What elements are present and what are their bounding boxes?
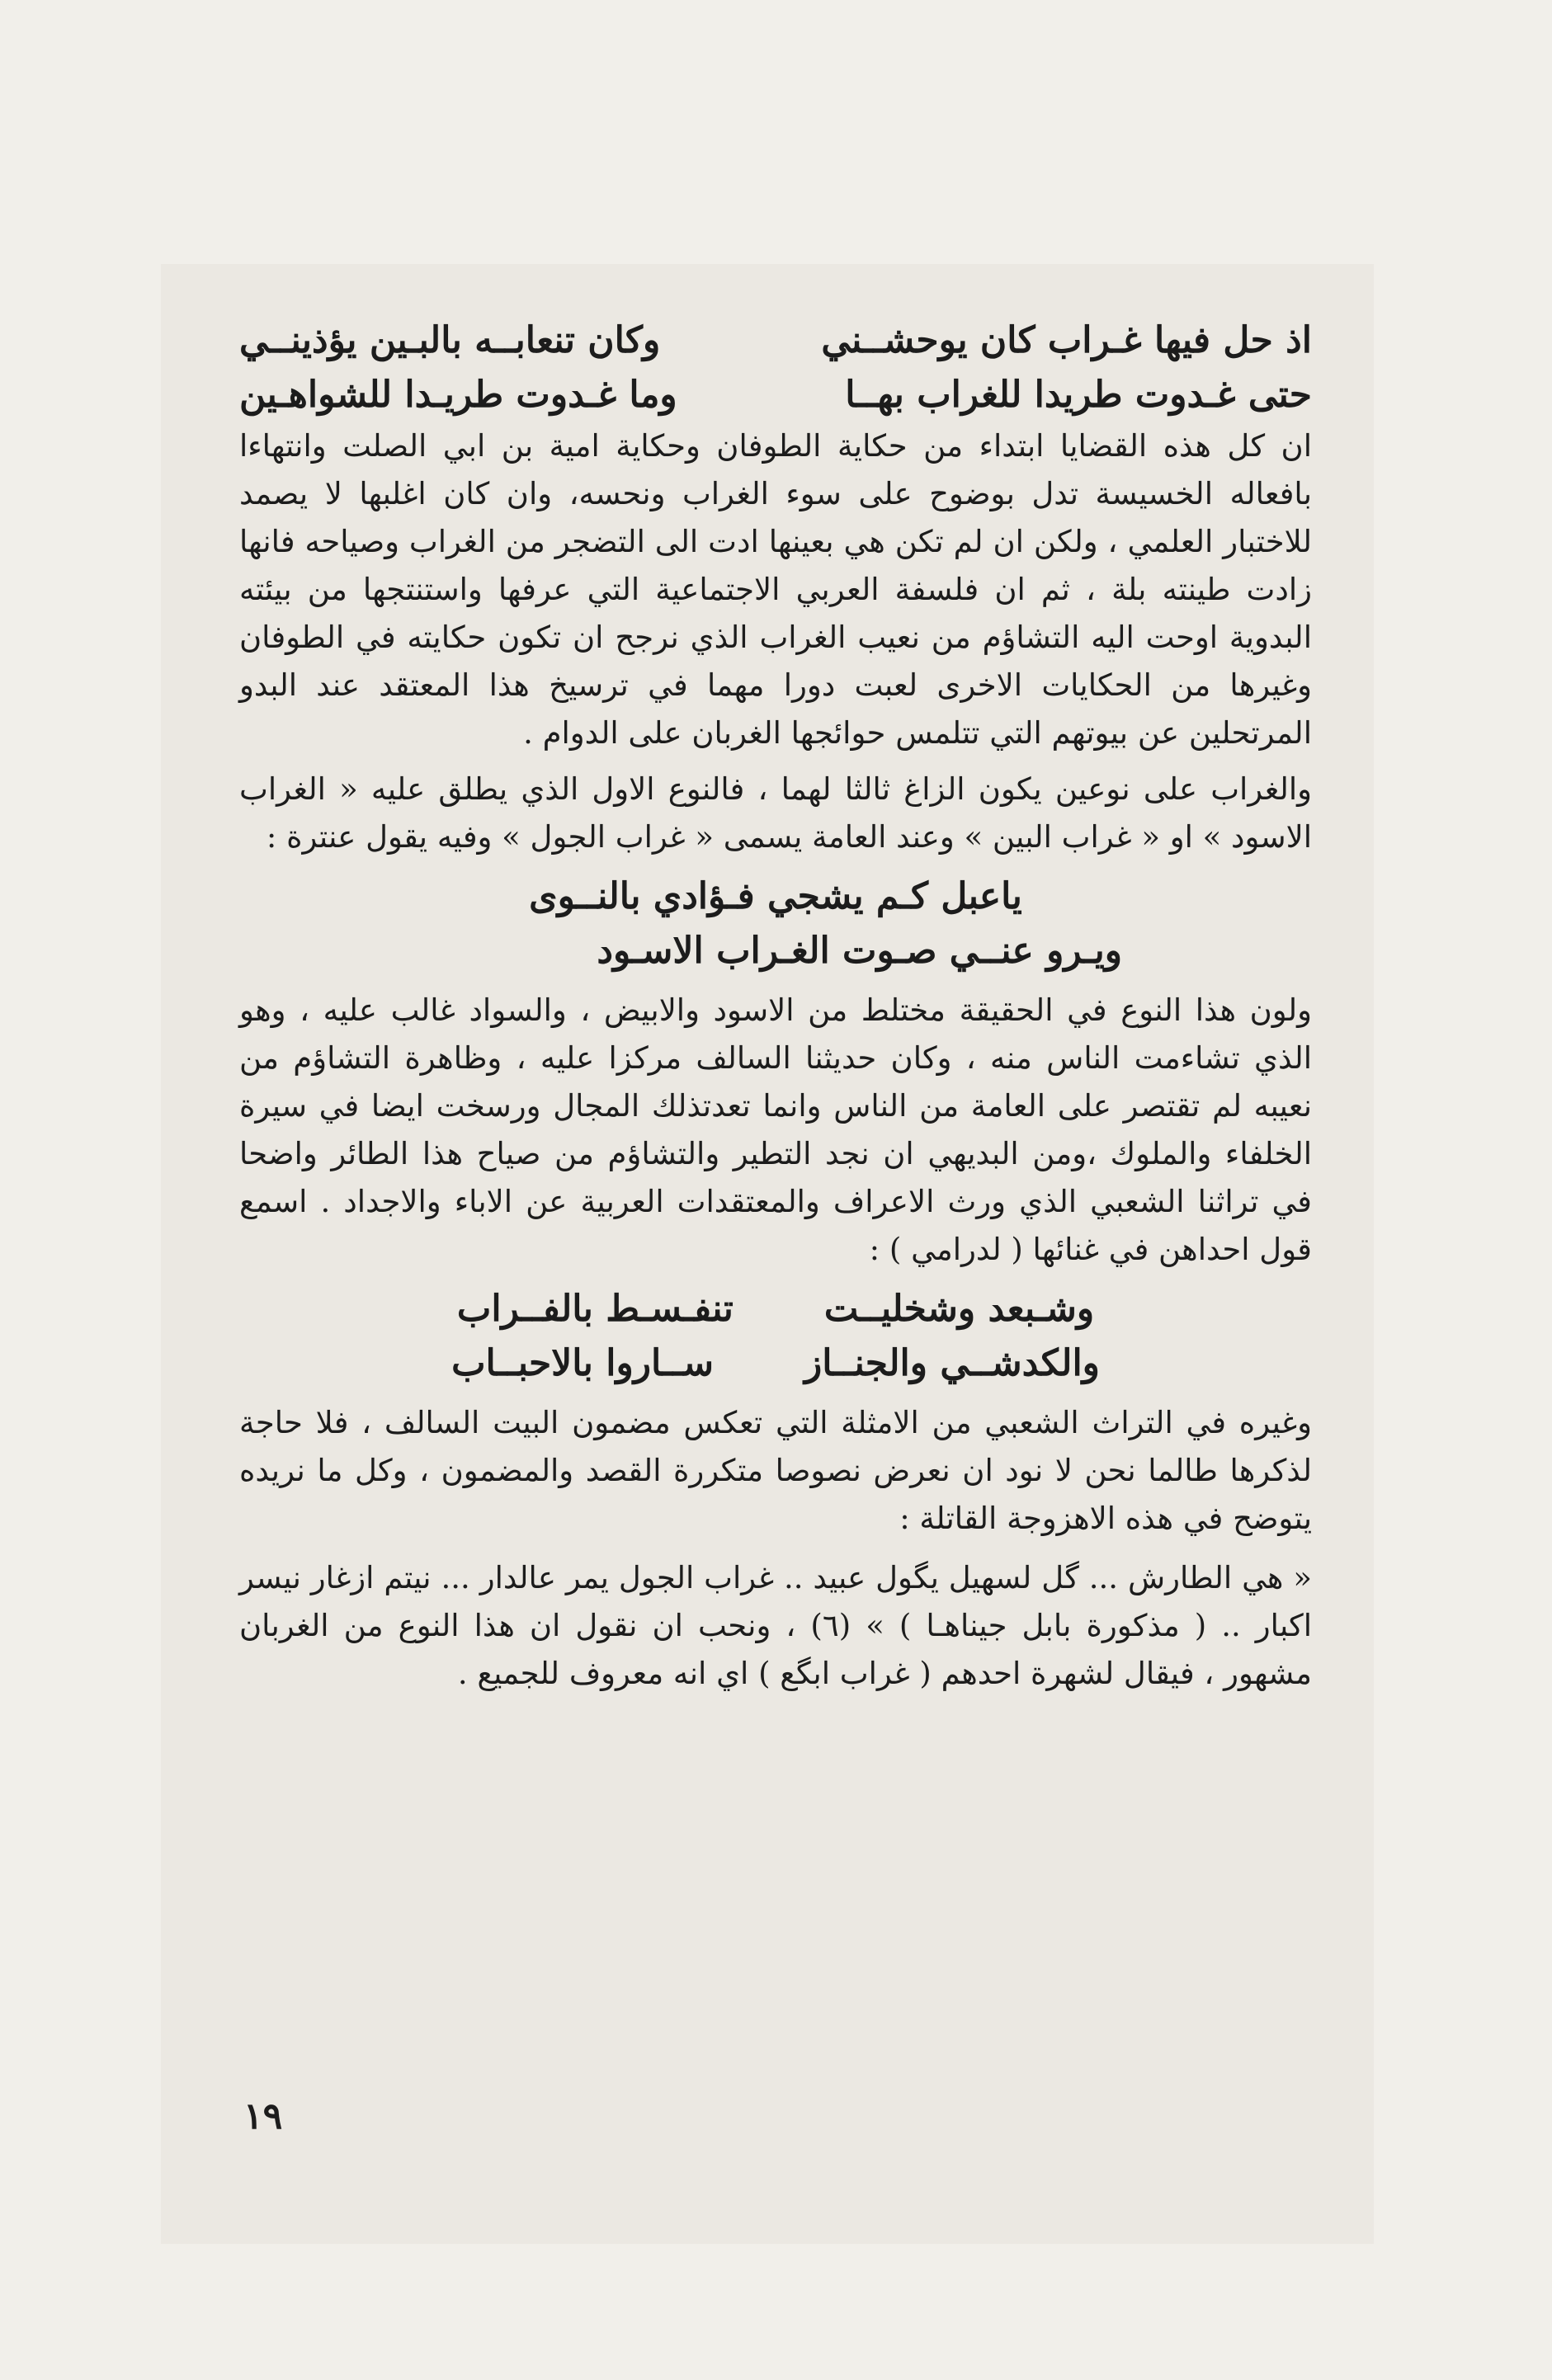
verse-second-hemistich: ســاروا بالاحبــاب bbox=[451, 1342, 715, 1384]
paragraph: وغيره في التراث الشعبي من الامثلة التي تعكس مضمون البيت السالف ، فلا حاجة لذكرها طالما نحن لا نود ان نعرض نصوصا متكررة القصد والمضمون ، وكل ما نريده يتوضح في هذه الاهزوجة القاتلة : bbox=[239, 1405, 1312, 1536]
verse-first-hemistich: حتى غـدوت طريدا للغراب بهــا bbox=[845, 374, 1312, 416]
verse-second-hemistich: وما غـدوت طريـدا للشواهـين bbox=[239, 374, 677, 416]
verse-second-hemistich: تنفـسـط بالفــراب bbox=[456, 1288, 734, 1330]
poem-verse bbox=[239, 1336, 1312, 1391]
book-page-text bbox=[239, 313, 1312, 1698]
page-number: ١٩ bbox=[243, 2095, 283, 2137]
paragraph: والغراب على نوعين يكون الزاغ ثالثا لهما ، فالنوع الاول الذي يطلق عليه « الغراب الاسود » او « غراب البين » وعند العامة يسمى « غراب الجول » وفيه يقول عنترة : bbox=[239, 771, 1312, 855]
poem-verse bbox=[239, 368, 1312, 422]
paragraph: ولون هذا النوع في الحقيقة مختلط من الاسود والابيض ، والسواد غالب عليه ، وهو الذي تشاءمت الناس منه ، وكان حديثنا السالف مركزا عليه ، وظاهرة التشاؤم من نعيبه لم تقتصر على العامة من الناس وانما تعدتذلك المجال ورسخت ايضا في سيرة الخلفاء والملوك ،ومن البديهي ان نجد التطير والتشاؤم من صياح هذا الطائر واضحا في تراثنا الشعبي الذي ورث الاعراف والمعتقدات العربية عن الاباء والاجداد . اسمع قول احداهن في غنائها ( لدرامي ) : bbox=[239, 992, 1312, 1267]
poem-verse bbox=[239, 1282, 1312, 1336]
verse-first-hemistich: وشـبعد وشخليــت bbox=[823, 1288, 1095, 1330]
verse-first-hemistich: اذ حل فيها غـراب كان يوحشــني bbox=[821, 319, 1312, 361]
verse-first-hemistich: ياعبل كـم يشجي فـؤادي بالنــوى bbox=[529, 875, 1022, 917]
verse-first-hemistich: والكدشــي والجنــاز bbox=[804, 1342, 1100, 1384]
paragraph: « هي الطارش ... گل لسهيل يگول عبيد .. غراب الجول يمر عالدار ... نيتم ازغار نيسر اكبار .. ( مذكورة بابل جيناهـا ) » (٦) ، ونحب ان نقول ان هذا النوع من الغربان مشهور ، فيقال لشهرة احدهم ( غراب ابگع ) اي انه معروف للجميع . bbox=[239, 1560, 1313, 1691]
paragraph: ان كل هذه القضايا ابتداء من حكاية الطوفان وحكاية امية بن ابي الصلت وانتهاءا بافعاله الخسيسة تدل بوضوح على سوء الغراب ونحسه، وان كان اغلبها لا يصمد للاختبار العلمي ، ولكن ان لم تكن هي بعينها ادت الى التضجر من الغراب وصياحه فانها زادت طينته بلة ، ثم ان فلسفة العربي الاجتماعية التي عرفها واستنتجها من بيئته البدوية اوحت اليه التشاؤم من نعيب الغراب الذي نرجح ان تكون حكايته في الطوفان وغيرها من الحكايات الاخرى لعبت دورا مهما في ترسيخ هذا المعتقد عند البدو المرتحلين عن بيوتهم التي تتلمس حوائجها الغربان على الدوام . bbox=[239, 428, 1312, 751]
verse-second-hemistich: ويـرو عنــي صـوت الغـراب الاسـود bbox=[597, 930, 1122, 972]
verse-second-hemistich: وكان تنعابــه بالبـين يؤذينــي bbox=[239, 319, 661, 361]
poem-line bbox=[239, 924, 1312, 978]
poem-verse bbox=[239, 313, 1312, 368]
poem-line bbox=[239, 870, 1312, 924]
